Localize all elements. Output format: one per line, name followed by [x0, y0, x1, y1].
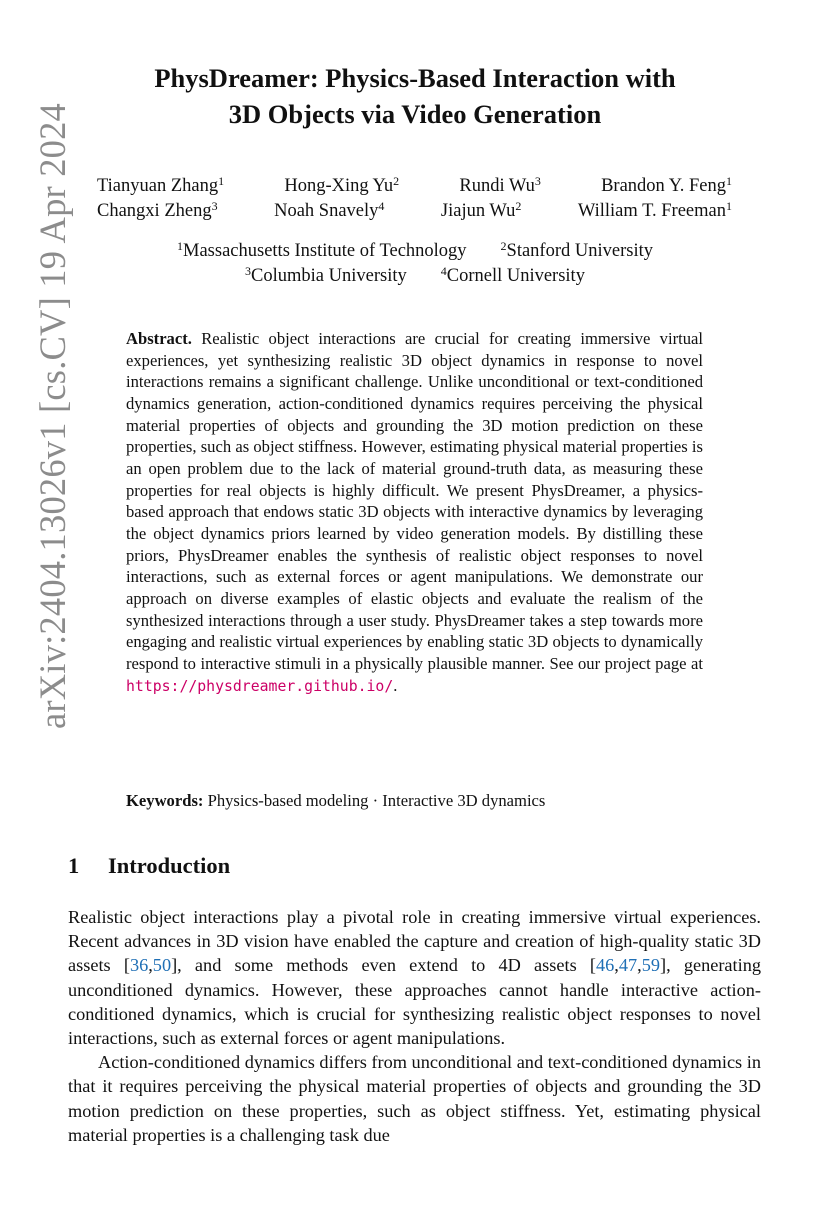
- author: Changxi Zheng$^3$: [97, 199, 218, 221]
- affiliation: $^4$Cornell University: [440, 264, 585, 286]
- arxiv-identifier: arXiv:2404.13026v1 [cs.CV] 19 Apr 2024: [31, 102, 73, 729]
- author-row-2: [80, 199, 750, 224]
- keywords: [126, 790, 706, 812]
- author: Brandon Y. Feng$^1$: [601, 174, 732, 196]
- intro-paragraph-1: Realistic object interactions play a pivotal role in creating immersive virtual experiences. Recent advances in 3D vision have enabled the capture and creation of high-quality static 3D assets [36,50], and some methods even extend to 4D assets [46,47,59], generating unconditioned dynamics. However, these approaches cannot handle interactive action-conditioned dynamics, which is crucial for synthesizing realistic object responses to novel interactions, such as external forces or agent manipulations.: [68, 907, 761, 1049]
- section-heading: [68, 853, 230, 879]
- title-line-1: PhysDreamer: Physics-Based Interaction with: [154, 63, 676, 93]
- abstract: [126, 328, 703, 697]
- arxiv-sidebar: [30, 62, 74, 770]
- author: William T. Freeman$^1$: [577, 199, 732, 221]
- affiliation-row-1: [80, 239, 750, 264]
- affiliation: $^2$Stanford University: [500, 239, 653, 261]
- abstract-text: Realistic object interactions are crucial for creating immersive virtual experiences, yet synthesizing realistic 3D object dynamics in response to novel interactions remains a significant challenge. Unlike unconditional or text-conditioned dynamics generation, action-conditioned dynamics requires perceiving the physical material properties of objects and grounding the 3D motion prediction on these properties, such as object stiffness. However, estimating physical material properties is an open problem due to the lack of material ground-truth data, as measuring these properties for real objects is highly difficult. We present PhysDreamer, a physics-based approach that endows static 3D objects with interactive dynamics by leveraging the object dynamics priors learned by video generation models. By distilling these priors, PhysDreamer enables the synthesis of realistic object responses to novel interactions, such as external forces or agent manipulations. We demonstrate our approach on diverse examples of elastic objects and evaluate the realism of the synthesized interactions through a user study. PhysDreamer takes a step towards more engaging and realistic virtual experiences by enabling static 3D objects to dynamically respond to interactive stimuli in a physically plausible manner. See our project page at: [126, 329, 703, 673]
- affiliation: $^3$Columbia University: [245, 264, 407, 286]
- project-page-link[interactable]: https://physdreamer.github.io/: [126, 677, 394, 695]
- citation-link[interactable]: 47: [618, 955, 638, 976]
- abstract-label: Abstract.: [126, 329, 192, 348]
- citation-link[interactable]: 36: [129, 955, 149, 976]
- intro-body: [68, 905, 761, 1147]
- keywords-label: Keywords:: [126, 791, 204, 810]
- author: Rundi Wu$^3$: [459, 174, 541, 196]
- section-number: 1: [68, 853, 80, 878]
- author: Jiajun Wu$^2$: [440, 199, 522, 221]
- author: Tianyuan Zhang$^1$: [97, 174, 225, 196]
- title-line-2: 3D Objects via Video Generation: [228, 99, 602, 129]
- citation-link[interactable]: 46: [595, 955, 615, 976]
- keywords-text: Physics-based modeling · Interactive 3D dynamics: [207, 791, 546, 810]
- paper-title: [80, 60, 750, 132]
- citation-link[interactable]: 50: [152, 955, 172, 976]
- affiliations: [80, 239, 750, 289]
- abstract-end: .: [393, 675, 398, 695]
- section-title: Introduction: [108, 853, 231, 878]
- affiliation-row-2: [80, 264, 750, 289]
- author-row-1: [80, 174, 750, 199]
- citation-link[interactable]: 59: [641, 955, 660, 976]
- author: Hong-Xing Yu$^2$: [284, 174, 400, 196]
- author: Noah Snavely$^4$: [274, 199, 385, 221]
- intro-paragraph-2: Action-conditioned dynamics differs from unconditional and text-conditioned dynamics in that it requires perceiving the physical material properties of objects and grounding the 3D motion prediction on these properties, such as object stiffness. Yet, estimating physical material properties is a challenging task due: [68, 1052, 761, 1145]
- affiliation: $^1$Massachusetts Institute of Technology: [177, 239, 467, 261]
- author-list: [80, 174, 750, 224]
